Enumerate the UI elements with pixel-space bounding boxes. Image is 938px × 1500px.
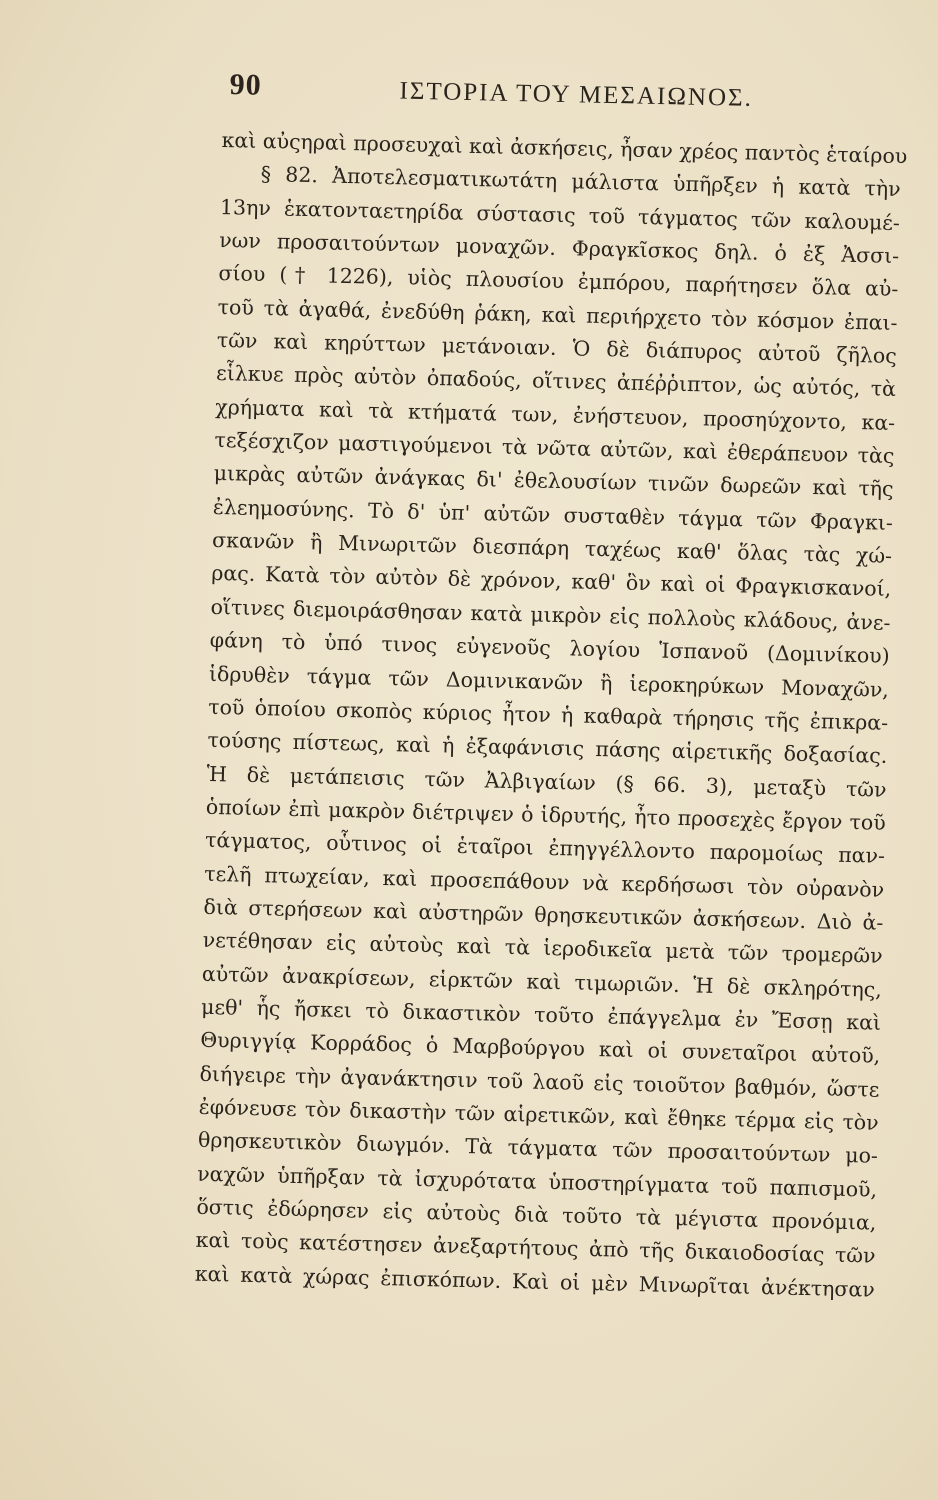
text-line: εἷλκυε πρὸς αὐτὸν ὀπαδούς, οἵτινες ἀπέῤῥιπτον, ὡς αὐτός, τὰ — [215, 361, 897, 402]
text-line: τῶν καὶ κηρύττων μετάνοιαν. Ὁ δὲ διάπυρος αὐτοῦ ζῆλος — [216, 328, 898, 369]
text-line: μικρὰς αὐτῶν ἀνάγκας δι' ἐθελουσίων τινῶν δωρεῶν καὶ τῆς — [213, 461, 894, 502]
text-line: Θυριγγίᾳ Κορράδος ὁ Μαρβούργου καὶ οἱ συνεταῖροι αὐτοῦ, — [200, 1028, 881, 1069]
text-line: χρήματα καὶ τὰ κτήματά των, ἐνήστευον, προσηύχοντο, κα- — [215, 394, 896, 435]
text-line: σίου († 1226), υἱὸς πλουσίου ἐμπόρου, παρήτησεν ὅλα αὐ- — [218, 261, 899, 302]
text-line: τελῆ πτωχείαν, καὶ προσεπάθουν νὰ κερδήσωσι τὸν οὐρανὸν — [204, 861, 885, 902]
text-line: φάνη τὸ ὑπό τινος εὐγενοῦς λογίου Ἱσπανοῦ (Δομινίκου) — [209, 628, 890, 669]
text-line: τοῦ ὁποίου σκοπὸς κύριος ἦτον ἡ καθαρὰ τήρησις τῆς ἐπικρα- — [207, 694, 889, 735]
text-line: καὶ αὐςηραὶ προσευχαὶ καὶ ἀσκήσεις, ἦσαν χρέος παντὸς ἑταίρου — [221, 127, 908, 169]
text-line: ναχῶν ὑπῆρξαν τὰ ἰσχυρότατα ὑποστηρίγματα τοῦ παπισμοῦ, — [196, 1161, 878, 1202]
text-line: καὶ τοὺς κατέστησεν ἀνεξαρτήτους ἀπὸ τῆς δικαιοδοσίας τῶν — [195, 1228, 876, 1269]
text-line: Ἡ δὲ μετάπεισις τῶν Ἀλβιγαίων (§ 66. 3), μεταξὺ τῶν — [206, 761, 887, 802]
text-line: ἐλεημοσύνης. Τὸ δ' ὑπ' αὐτῶν συσταθὲν τάγμα τῶν Φραγκι- — [212, 494, 894, 535]
text-line: διήγειρε τὴν ἀγανάκτησιν τοῦ λαοῦ εἰς τοιοῦτον βαθμόν, ὥστε — [199, 1061, 880, 1102]
text-line: τάγματος, οὗτινος οἱ ἑταῖροι ἐπηγγέλλοντο παρομοίως παν- — [204, 828, 886, 869]
text-line: οἵτινες διεμοιράσθησαν κατὰ μικρὸν εἰς πολλοὺς κλάδους, ἀνε- — [210, 594, 891, 635]
text-line: ὁποίων ἐπὶ μακρὸν διέτριψεν ὁ ἱδρυτής, ἦτο προσεχὲς ἔργον τοῦ — [205, 794, 887, 835]
text-line: θρησκευτικὸν διωγμόν. Τὰ τάγματα τῶν προσαιτούντων μο- — [197, 1128, 879, 1169]
text-line: τοῦ τὰ ἀγαθά, ἐνεδύθη ῥάκη, καὶ περιήρχετο τὸν κόσμον ἐπαι- — [217, 294, 898, 335]
text-line: § 82. Ἀποτελεσματικωτάτη μάλιστα ὑπῆρξεν ἡ κατὰ τὴν — [260, 162, 901, 202]
text-line: ἱδρυθὲν τάγμα τῶν Δομινικανῶν ἢ ἱεροκηρύκων Μοναχῶν, — [208, 661, 890, 702]
text-line: μεθ' ἧς ἤσκει τὸ δικαστικὸν τοῦτο ἐπάγγελμα ἐν Ἔσσῃ καὶ — [200, 994, 882, 1035]
text-line: 13ην ἑκατονταετηρίδα σύστασις τοῦ τάγματος τῶν καλουμέ- — [219, 194, 901, 235]
text-line: ἐφόνευσε τὸν δικαστὴν τῶν αἱρετικῶν, καὶ ἔθηκε τέρμα εἰς τὸν — [198, 1094, 879, 1135]
text-line: σκανῶν ἢ Μινωριτῶν διεσπάρη ταχέως καθ' ὅλας τὰς χώ- — [211, 528, 893, 569]
text-line: τούσης πίστεως, καὶ ἡ ἐξαφάνισις πάσης αἱρετικῆς δοξασίας. — [207, 728, 888, 769]
page-number: 90 — [229, 68, 262, 102]
text-line: νετέθησαν εἰς αὐτοὺς καὶ τὰ ἱεροδικεῖα μετὰ τῶν τρομερῶν — [202, 928, 883, 969]
text-line: νων προσαιτούντων μοναχῶν. Φραγκῖσκος δηλ. ὁ ἐξ Ἀσσι- — [218, 228, 900, 269]
text-line: ρας. Κατὰ τὸν αὐτὸν δὲ χρόνον, καθ' ὃν καὶ οἱ Φραγκισκανοί, — [211, 561, 892, 602]
page-header — [229, 68, 890, 126]
running-head: ΙΣΤΟΡΙΑ ΤΟΥ ΜΕΣΑΙΩΝΟΣ. — [399, 77, 754, 112]
text-line: ὅστις ἐδώρησεν εἰς αὐτοὺς διὰ τοῦτο τὰ μέγιστα προνόμια, — [196, 1194, 877, 1235]
text-line: καὶ κατὰ χώρας ἐπισκόπων. Καὶ οἱ μὲν Μινωρῖται ἀνέκτησαν — [194, 1261, 876, 1302]
body-text — [195, 124, 912, 1307]
text-line: τεξέσχιζον μαστιγούμενοι τὰ νῶτα αὐτῶν, καὶ ἐθεράπευον τὰς — [214, 428, 895, 469]
text-line: αὐτῶν ἀνακρίσεων, εἱρκτῶν καὶ τιμωριῶν. Ἡ δὲ σκληρότης, — [201, 961, 883, 1002]
text-line: διὰ στερήσεων καὶ αὐστηρῶν θρησκευτικῶν ἀσκήσεων. Διὸ ἀ- — [203, 894, 884, 935]
